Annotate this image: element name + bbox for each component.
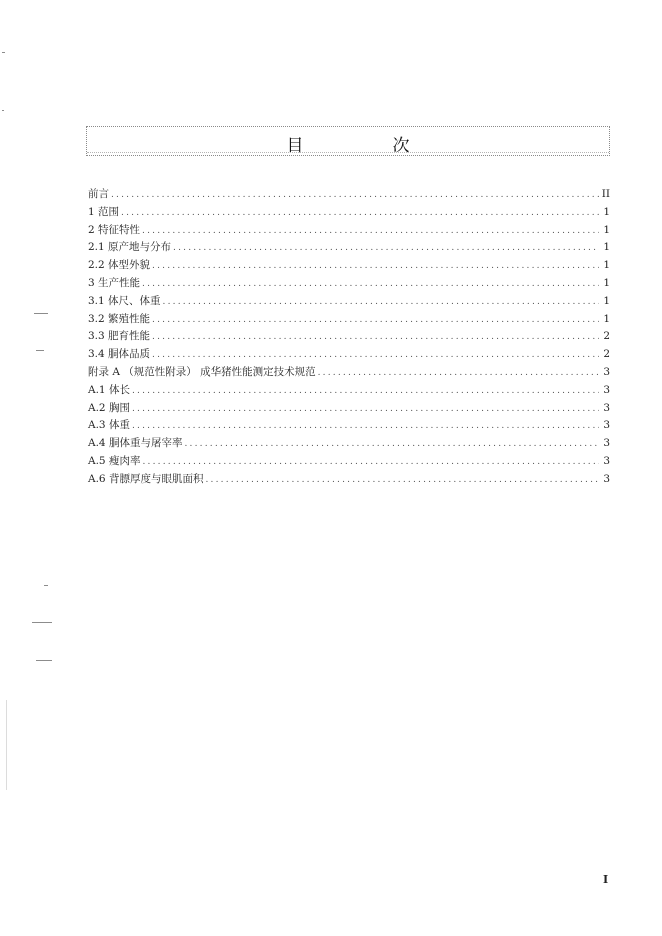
toc-entry-label: A.2 胸围 [88, 401, 130, 414]
toc-entry-label: A.3 体重 [88, 419, 130, 432]
scan-artifact [2, 52, 5, 53]
scan-artifact [36, 660, 52, 661]
toc-entry-page: 1 [603, 276, 610, 289]
toc-entry[interactable] [88, 435, 610, 453]
toc-entry-page: 2 [603, 348, 610, 361]
toc-entry-label: 1 范围 [88, 205, 120, 218]
toc-leader-dots [142, 276, 599, 294]
scan-artifact [2, 110, 4, 111]
page-title: 目 次 [286, 136, 446, 156]
toc-entry[interactable] [88, 400, 610, 418]
toc-entry-label: A.5 瘦肉率 [88, 454, 141, 467]
toc-entry[interactable] [88, 222, 610, 240]
toc-entry-label: 2 特征特性 [88, 223, 141, 236]
toc-leader-dots [152, 258, 599, 276]
toc-leader-dots [318, 365, 599, 383]
toc-entry-page: 1 [603, 259, 610, 272]
toc-entry-page: 3 [603, 437, 610, 450]
toc-entry[interactable] [88, 382, 610, 400]
toc-entry-page: 1 [603, 312, 610, 325]
toc-entry[interactable] [88, 453, 610, 471]
toc-entry-page: 3 [603, 454, 610, 467]
toc-entry[interactable] [88, 471, 610, 489]
toc-leader-dots [152, 312, 599, 330]
toc-entry[interactable] [88, 275, 610, 293]
toc-leader-dots [132, 401, 599, 419]
toc-leader-dots [121, 205, 599, 223]
toc-leader-dots [163, 294, 599, 312]
toc-entry-label: 前言 [88, 188, 109, 200]
toc-entry-label: 3.2 繁殖性能 [88, 312, 151, 325]
toc-entry-label: 2.1 原产地与分布 [88, 241, 172, 254]
toc-entry-page: 3 [603, 419, 610, 432]
toc-entry-label: 3 生产性能 [88, 276, 141, 289]
toc-entry-label: 2.2 体型外貌 [88, 259, 151, 272]
toc-entry[interactable] [88, 311, 610, 329]
toc-entry-page: 3 [603, 383, 610, 396]
toc-entry[interactable] [88, 239, 610, 257]
toc-entry[interactable] [88, 204, 610, 222]
title-box [86, 126, 610, 156]
table-of-contents [88, 186, 610, 489]
toc-entry-page: 1 [603, 294, 610, 307]
scan-artifact [6, 700, 7, 790]
toc-leader-dots [173, 240, 599, 258]
toc-leader-dots [184, 436, 599, 454]
toc-entry-label: A.1 体长 [88, 383, 130, 396]
toc-entry-page: 2 [603, 330, 610, 343]
toc-leader-dots [152, 329, 599, 347]
toc-leader-dots [111, 187, 599, 205]
scan-artifact [32, 622, 52, 623]
toc-entry-page: 3 [603, 401, 610, 414]
toc-entry-label: 3.4 胴体品质 [88, 348, 151, 361]
toc-leader-dots [142, 454, 599, 472]
toc-leader-dots [142, 223, 599, 241]
toc-entry-page: 1 [603, 241, 610, 254]
toc-entry[interactable] [88, 417, 610, 435]
scan-artifact [44, 585, 48, 586]
toc-entry-label: A.6 背膘厚度与眼肌面积 [88, 472, 204, 485]
scan-artifact [34, 313, 48, 314]
toc-entry-page: 1 [603, 205, 610, 218]
scan-artifact [36, 350, 44, 351]
toc-entry-page: 1 [603, 223, 610, 236]
toc-leader-dots [205, 472, 599, 490]
toc-entry-label: 附录 A （规范性附录） 成华猪性能测定技术规范 [88, 365, 316, 378]
toc-leader-dots [132, 383, 599, 401]
toc-entry-label: A.4 胴体重与屠宰率 [88, 437, 183, 450]
toc-leader-dots [132, 418, 599, 436]
toc-entry-label: 3.1 体尺、体重 [88, 294, 161, 307]
toc-entry-page: II [601, 188, 610, 200]
toc-entry[interactable] [88, 328, 610, 346]
toc-leader-dots [152, 347, 599, 365]
toc-entry[interactable] [88, 346, 610, 364]
toc-entry-label: 3.3 肥育性能 [88, 330, 151, 343]
toc-entry[interactable] [88, 364, 610, 382]
page-number: I [603, 873, 609, 886]
toc-entry-page: 3 [603, 472, 610, 485]
toc-entry[interactable] [88, 293, 610, 311]
toc-entry-page: 3 [603, 365, 610, 378]
toc-entry[interactable] [88, 257, 610, 275]
toc-entry[interactable] [88, 186, 610, 204]
